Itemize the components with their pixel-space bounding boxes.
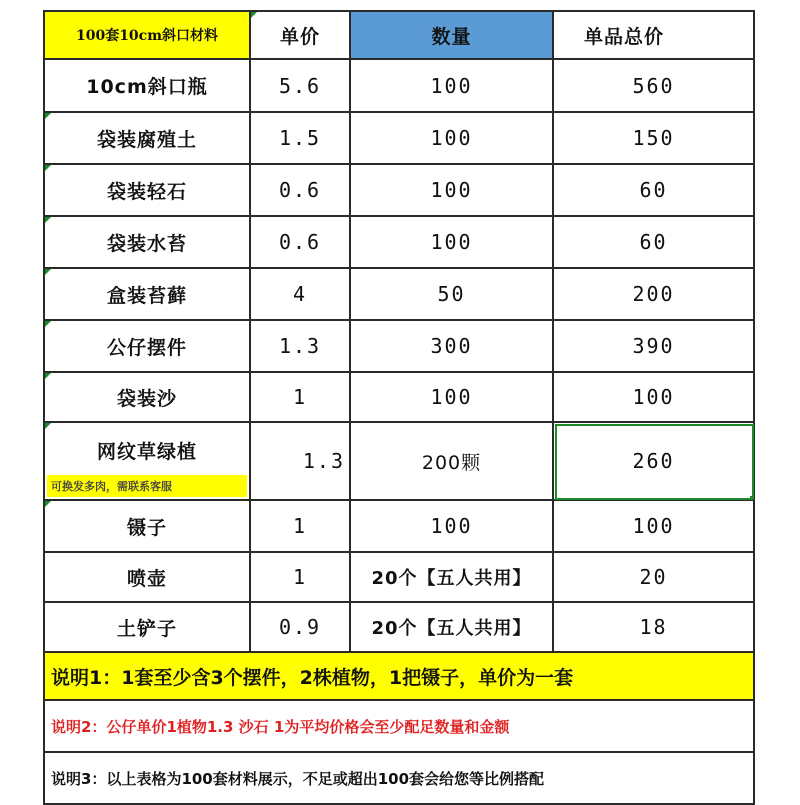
table-row <box>43 321 755 373</box>
item-price-cell[interactable] <box>251 321 351 373</box>
item-name: 袋装水苔 <box>106 232 187 255</box>
header-unit-price-cell[interactable] <box>251 10 351 60</box>
item-qty: 100 <box>430 126 473 150</box>
note-1[interactable] <box>43 653 755 701</box>
item-total-cell[interactable] <box>554 501 755 553</box>
table-row <box>43 603 755 653</box>
item-qty-cell[interactable] <box>351 321 554 373</box>
header-title-cell[interactable] <box>43 10 251 60</box>
comment-marker-icon <box>45 321 51 327</box>
item-sub-note: 可换发多肉，需联系客服 <box>47 475 247 497</box>
table-row <box>43 217 755 269</box>
table-row <box>43 501 755 553</box>
item-total: 100 <box>632 385 675 409</box>
item-qty: 300 <box>430 334 473 358</box>
item-name: 袋装腐殖土 <box>96 128 197 151</box>
table-row <box>43 553 755 603</box>
item-total: 200 <box>632 282 675 306</box>
item-total-cell[interactable] <box>554 321 755 373</box>
item-qty: 100 <box>430 514 473 538</box>
item-qty: 200颗 <box>421 451 482 474</box>
item-qty: 100 <box>430 385 473 409</box>
header-quantity-cell[interactable] <box>351 10 554 60</box>
item-price-cell[interactable] <box>251 269 351 321</box>
item-qty-cell[interactable] <box>351 165 554 217</box>
item-price-cell[interactable] <box>251 501 351 553</box>
item-total: 20 <box>639 565 668 589</box>
item-qty: 20个【五人共用】 <box>371 618 532 639</box>
item-total: 560 <box>632 73 675 98</box>
item-price: 1.5 <box>278 126 322 150</box>
item-qty-cell[interactable] <box>351 423 554 501</box>
item-total-cell[interactable] <box>554 603 755 653</box>
item-qty-cell[interactable] <box>351 113 554 165</box>
item-qty-cell[interactable] <box>351 553 554 603</box>
item-total: 150 <box>632 126 675 150</box>
item-price-cell[interactable] <box>251 165 351 217</box>
item-total-cell[interactable] <box>554 553 755 603</box>
item-price: 0.6 <box>278 230 322 254</box>
table-row <box>43 60 755 113</box>
item-price-cell[interactable] <box>251 553 351 603</box>
item-price: 4 <box>292 282 308 306</box>
header-title: 100套10cm斜口材料 <box>75 28 219 44</box>
item-total: 60 <box>639 230 668 254</box>
note-2-text: 说明2：公仔单价1植物1.3 沙石 1为平均价格会至少配足数量和金额 <box>51 717 510 736</box>
item-total-cell[interactable] <box>554 217 755 269</box>
header-quantity: 数量 <box>431 25 472 48</box>
item-name: 公仔摆件 <box>106 336 187 359</box>
comment-marker-icon <box>45 501 51 507</box>
item-qty: 100 <box>430 178 473 202</box>
item-name-cell[interactable] <box>43 113 251 165</box>
item-total-cell[interactable] <box>554 113 755 165</box>
item-name-cell[interactable] <box>43 60 251 113</box>
item-name-cell[interactable] <box>43 501 251 553</box>
header-total-cell[interactable] <box>554 10 755 60</box>
item-name: 袋装沙 <box>116 387 177 410</box>
item-name: 袋装轻石 <box>106 180 187 203</box>
table-row <box>43 423 755 501</box>
item-name: 镊子 <box>126 516 167 539</box>
item-price: 0.9 <box>278 615 322 639</box>
item-name-cell[interactable] <box>43 553 251 603</box>
item-price: 1.3 <box>278 334 322 358</box>
table-row <box>43 165 755 217</box>
item-total-cell[interactable] <box>554 373 755 423</box>
item-name-cell[interactable] <box>43 165 251 217</box>
item-name: 网纹草绿植 <box>96 441 197 463</box>
item-name: 土铲子 <box>116 617 177 640</box>
comment-marker-icon <box>45 113 51 119</box>
item-total: 260 <box>632 449 675 473</box>
note-3-text: 说明3：以上表格为100套材料展示，不足或超出100套会给您等比例搭配 <box>51 769 545 788</box>
item-price: 1 <box>292 565 308 589</box>
item-total: 100 <box>632 514 675 538</box>
comment-marker-icon <box>45 217 51 223</box>
item-total-cell[interactable] <box>554 165 755 217</box>
item-name-cell[interactable] <box>43 269 251 321</box>
item-qty-cell[interactable] <box>351 373 554 423</box>
table-row <box>43 113 755 165</box>
selected-cell[interactable] <box>554 423 755 501</box>
item-qty: 100 <box>430 73 473 98</box>
item-price: 1 <box>292 385 308 409</box>
header-row <box>43 10 755 60</box>
item-price: 1 <box>292 514 308 538</box>
item-total: 18 <box>639 615 668 639</box>
item-price-cell[interactable] <box>251 373 351 423</box>
item-qty: 50 <box>437 282 466 306</box>
comment-marker-icon <box>45 269 51 275</box>
spreadsheet <box>43 10 755 800</box>
item-name-cell[interactable] <box>43 321 251 373</box>
item-total-cell[interactable] <box>554 60 755 113</box>
item-qty-cell[interactable] <box>351 217 554 269</box>
item-name-cell[interactable] <box>43 423 251 501</box>
item-qty: 20个【五人共用】 <box>371 568 532 589</box>
item-total: 60 <box>639 178 668 202</box>
item-price: 5.6 <box>278 73 322 98</box>
comment-marker-icon <box>45 165 51 171</box>
comment-marker-icon <box>45 423 51 429</box>
table-row <box>43 269 755 321</box>
item-price-cell[interactable] <box>251 217 351 269</box>
header-unit-price: 单价 <box>279 25 320 48</box>
item-total-cell[interactable] <box>554 269 755 321</box>
note-3[interactable] <box>43 753 755 805</box>
item-price-cell[interactable] <box>251 60 351 113</box>
table-row <box>43 373 755 423</box>
note-1-text: 说明1：1套至少含3个摆件，2株植物，1把镊子，单价为一套 <box>51 666 574 689</box>
item-qty-cell[interactable] <box>351 269 554 321</box>
item-name: 喷壶 <box>126 567 167 590</box>
item-name: 10cm斜口瓶 <box>86 76 208 98</box>
comment-marker-icon <box>45 373 51 379</box>
note-2[interactable] <box>43 701 755 753</box>
item-qty-cell[interactable] <box>351 501 554 553</box>
item-price-cell[interactable] <box>251 423 351 501</box>
item-qty-cell[interactable] <box>351 60 554 113</box>
item-price: 0.6 <box>278 178 322 202</box>
item-qty-cell[interactable] <box>351 603 554 653</box>
item-qty: 100 <box>430 230 473 254</box>
item-name-cell[interactable] <box>43 373 251 423</box>
header-total: 单品总价 <box>584 25 665 48</box>
item-total: 390 <box>632 334 675 358</box>
item-name-cell[interactable] <box>43 217 251 269</box>
item-price-cell[interactable] <box>251 603 351 653</box>
comment-marker-icon <box>251 12 257 18</box>
item-price-cell[interactable] <box>251 113 351 165</box>
item-name: 盒装苔藓 <box>106 284 187 307</box>
item-price: 1.3 <box>302 449 345 473</box>
item-name-cell[interactable] <box>43 603 251 653</box>
